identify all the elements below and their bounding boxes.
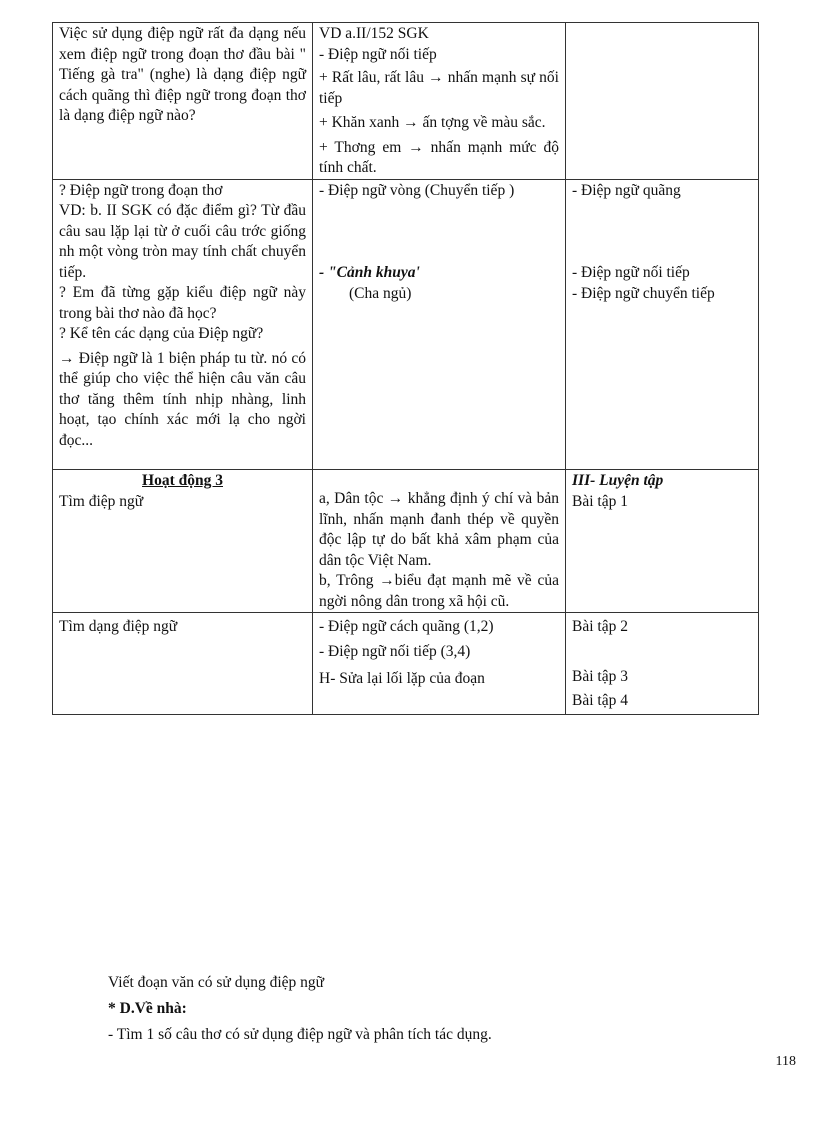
table-row (53, 613, 759, 715)
footer-line: - Tìm 1 số câu thơ có sử dụng điệp ngữ và phân tích tác dụng. (108, 1026, 492, 1043)
exercise-label: Bài tập 1 (572, 492, 628, 510)
task-label: Tìm điệp ngữ (59, 492, 144, 510)
section-title: III- Luyện tập (572, 472, 664, 489)
summary-cell (566, 179, 759, 470)
activity-title: Hoạt động 3 (142, 472, 223, 489)
exercise-label: Bài tập 4 (572, 692, 628, 709)
homework-heading: * D.Về nhà: (108, 1000, 187, 1017)
lesson-table (52, 22, 759, 715)
footer-line: Viết đoạn văn có sử dụng điệp ngữ (108, 974, 325, 991)
answer-line: + Rất lâu, rất lâu → nhấn mạnh sự nối tiếp (319, 69, 559, 107)
question-cell (53, 23, 313, 180)
summary-cell (566, 23, 759, 180)
activity-cell (53, 470, 313, 613)
table-row (53, 179, 759, 470)
answer-line: - Điệp ngữ vòng (Chuyển tiếp ) (319, 181, 515, 199)
poem-subtitle: (Cha ngủ) (349, 284, 412, 302)
task-label: Tìm dạng điệp ngữ (59, 618, 178, 635)
question-text: ? Em đã từng gặp kiểu điệp ngữ này trong bài thơ nào đã học? (59, 284, 306, 322)
task-cell (53, 613, 313, 715)
answer-cell (313, 470, 566, 613)
answer-line: - Điệp ngữ nối tiếp (3,4) (319, 643, 471, 660)
answer-text: a, Dân tộc → khẳng định ý chí và bản lĩnh, nhấn mạnh đanh thép về quyền độc lập tự do bất khả xâm phạm của dân tộc Việt Nam. (319, 490, 559, 569)
answer-line: VD a.II/152 SGK (319, 25, 429, 42)
answer-line: + Khăn xanh → ấn tợng về màu sắc. (319, 114, 546, 131)
question-text: ? Điệp ngữ trong đoạn thơ (59, 181, 223, 199)
answer-line: - Điệp ngữ cách quãng (1,2) (319, 618, 494, 635)
exercise-label: Bài tập 2 (572, 618, 628, 635)
question-text: VD: b. II SGK có đặc điểm gì? Từ đầu câu sau lặp lại từ ở cuối câu trớc giống nh một vòng tròn may tính chất chuyển tiếp. (59, 202, 306, 281)
answer-cell (313, 613, 566, 715)
answer-line: + Thơng em → nhấn mạnh mức độ tính chất. (319, 138, 559, 176)
summary-cell (566, 470, 759, 613)
page-number: 118 (775, 1054, 796, 1069)
poem-title: - "Cảnh khuya' (319, 264, 420, 281)
exercise-label: Bài tập 3 (572, 668, 628, 685)
summary-line: - Điệp ngữ quãng (572, 181, 681, 199)
summary-line: - Điệp ngữ chuyển tiếp (572, 284, 715, 302)
question-cell (53, 179, 313, 470)
table-row (53, 23, 759, 180)
note-text: → Điệp ngữ là 1 biện pháp tu từ. nó có thể giúp cho việc thể hiện câu văn câu thơ tăng thêm tính nhịp nhàng, linh hoạt, tạo chính xác mới lạ cho ngời đọc... (59, 349, 306, 449)
summary-cell (566, 613, 759, 715)
summary-line: - Điệp ngữ nối tiếp (572, 264, 690, 281)
answer-text: b, Trông →biểu đạt mạnh mẽ về của ngời nông dân trong xã hội cũ. (319, 572, 559, 610)
answer-cell (313, 179, 566, 470)
question-text: ? Kể tên các dạng của Điệp ngữ? (59, 325, 264, 342)
answer-line: - Điệp ngữ nối tiếp (319, 45, 437, 63)
answer-cell (313, 23, 566, 180)
question-text: Việc sử dụng điệp ngữ rất đa dạng nếu xem điệp ngữ trong đoạn thơ đầu bài " Tiếng gà tra" (nghe) là dạng điệp ngữ cách quãng thì điệp ngữ trong đoạn thơ là dạng điệp ngữ nào? (59, 25, 306, 124)
table-row (53, 470, 759, 613)
answer-line: H- Sửa lại lối lặp của đoạn (319, 670, 485, 687)
